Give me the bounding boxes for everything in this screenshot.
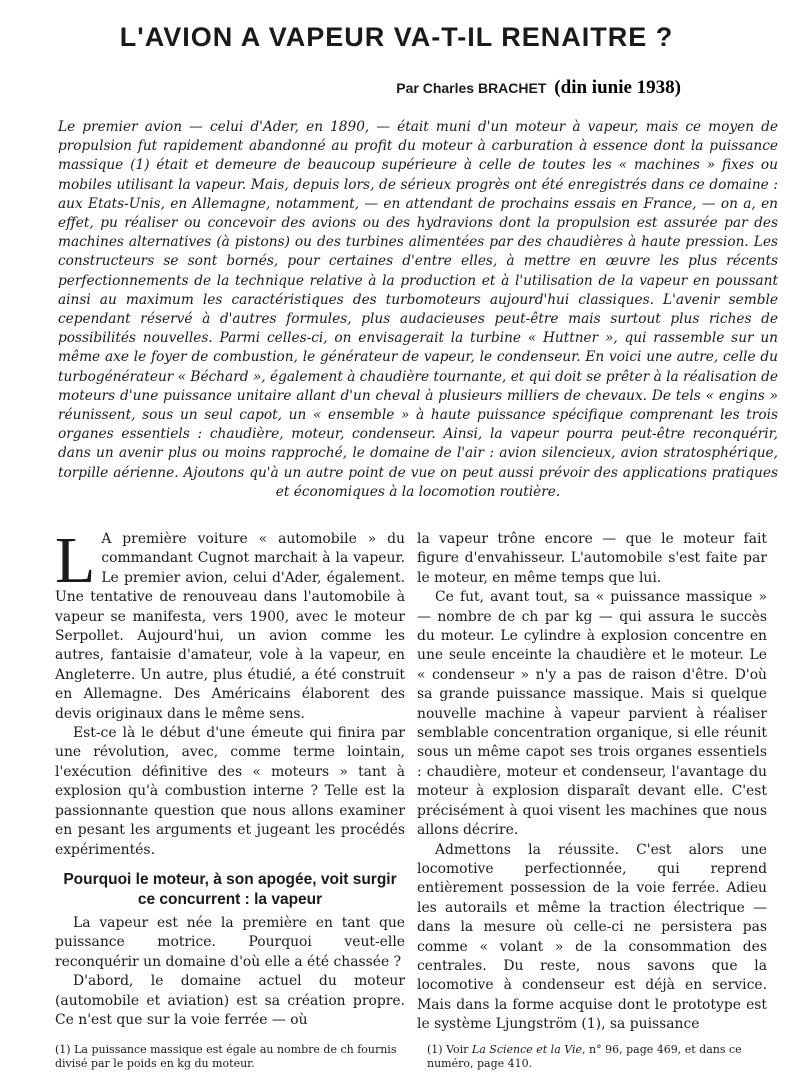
drop-cap: L	[55, 524, 96, 597]
left-paragraph-2: Est-ce là le début d'une émeute qui finira par une révolution, avec, comme terme lointain, l'exécution définitive des « moteurs » tant à explosion qu'à combustion interne ? Telle est la passionnante question que nous allons examiner en pesant les arguments et jugeant les procédés expérimentés.	[55, 725, 405, 858]
left-column	[55, 524, 405, 1030]
left-paragraph-1	[55, 524, 405, 724]
right-footnote-prefix: (1) Voir	[427, 1043, 469, 1056]
left-footnote: (1) La puissance massique est égale au nombre de ch fournis divisé par le poids en kg du moteur.	[55, 1043, 397, 1070]
right-paragraph-2: Ce fut, avant tout, sa « puissance massique » — nombre de ch par kg — qui assura le succès du moteur. Le cylindre à explosion concentre en une seule enceinte la chaudière et le moteur. Le « condenseur » n'y a pas de raison d'être. D'où sa grande puissance massique. Mais si quelque nouvelle machine à vapeur parvient à réaliser semblable concentration organique, si elle réunit sous un même capot ses trois organes essentiels : chaudière, moteur et condenseur, l'avantage du moteur à explosion disparaît devant elle. C'est précisément à quoi visent les machines que nous allons décrire.	[417, 589, 767, 839]
byline	[396, 77, 681, 99]
section-heading: Pourquoi le moteur, à son apogée, voit surgir ce concurrent : la vapeur	[63, 870, 397, 908]
left-paragraph-4: D'abord, le domaine actuel du moteur (automobile et aviation) est sa création propre. Ce n'est que sur la voie ferrée — où	[55, 973, 405, 1028]
right-paragraph-3: Admettons la réussite. C'est alors une locomotive perfectionnée, qui reprend entièrement possession de la voie ferrée. Adieu les autorails et même la traction électrique — dans la mesure où celle-ci ne persistera pas comme « volant » de la consommation des centrales. Du reste, nous savons que la locomotive à condenseur est déjà en service. Mais dans la forme acquise dont le prototype est le système Ljungström (1), sa puissance	[417, 841, 767, 1033]
date-stamp: (din iunie 1938)	[554, 77, 681, 98]
right-column	[417, 530, 767, 1035]
right-footnote	[427, 1043, 772, 1071]
right-paragraph-1: la vapeur trône encore — que le moteur fait figure d'envahisseur. L'automobile s'est faite par le moteur, en même temps que lui.	[417, 531, 767, 586]
left-paragraph-1-text: A première voiture « automobile » du commandant Cugnot marchait à la vapeur. Le premier avion, celui d'Ader, également. Une tentative de renouveau dans l'automobile à vapeur se manifesta, vers 1900, avec le moteur Serpollet. Aujourd'hui, un avion comme les autres, fantaisie d'amateur, vole à la vapeur, en Angleterre. Un autre, plus étudié, a été construit en Allemagne. Des Américains élaborent des devis originaux dans le même sens.	[55, 531, 405, 722]
article-title: L'AVION A VAPEUR VA-T-IL RENAITRE ?	[119, 22, 674, 52]
author-name: Par Charles BRACHET	[396, 80, 547, 96]
intro-paragraph: Le premier avion — celui d'Ader, en 1890, — était muni d'un moteur à vapeur, mais ce moyen de propulsion fut rapidement abandonné au profit du moteur à carburation à essence dont la puissance massique (1) était et demeure de beaucoup supérieure à celle de toutes les « machines » fixes ou mobiles utilisant la vapeur. Mais, depuis lors, de sérieux progrès ont été enregistrés dans ce domaine : aux Etats-Unis, en Allemagne, notamment, — en attendant de prochains essais en France, — on a, en effet, pu réaliser ou concevoir des avions ou des hydravions dont la propulsion est assurée par des machines alternatives (à pistons) ou des turbines alimentées par des chaudières à haute pression. Les constructeurs se sont bornés, pour certaines d'entre elles, à mettre en œuvre les plus récents perfectionnements de la technique relative à la production et à l'utilisation de la vapeur en poussant ainsi au maximum les caractéristiques des turbomoteurs aujourd'hui classiques. L'avenir semble cependant réservé à d'autres formules, plus audacieuses peut-être mais surtout plus riches de possibilités nouvelles. Parmi celles-ci, on envisagerait la turbine « Huttner », qui rassemble sur un même axe le foyer de combustion, le générateur de vapeur, le condenseur. En voici une autre, celle du turbogénérateur « Béchard », également à chaudière tournante, et qui doit se prêter à la réalisation de moteurs d'une puissance unitaire allant d'un cheval à plusieurs milliers de chevaux. De tels « engins » réunissent, sous un seul capot, un « ensemble » à haute puissance spécifique comprenant les trois organes essentiels : chaudière, moteur, condenseur. Ainsi, la vapeur pourra peut-être reconquérir, dans un avenir plus ou moins rapproché, le domaine de l'air : avion silencieux, avion stratosphérique, torpille aérienne. Ajoutons qu'à un autre point de vue on peut aussi prévoir des applications pratiques et économiques à la locomotion routière.	[58, 119, 778, 500]
left-paragraph-3: La vapeur est née la première en tant que puissance motrice. Pourquoi veut-elle reconquérir un domaine d'où elle a été chassée ?	[55, 914, 405, 970]
right-footnote-suffix: , n° 96, page 469, et dans ce numéro, page 410.	[427, 1043, 742, 1070]
journal-name: La Science et la Vie	[471, 1043, 583, 1056]
